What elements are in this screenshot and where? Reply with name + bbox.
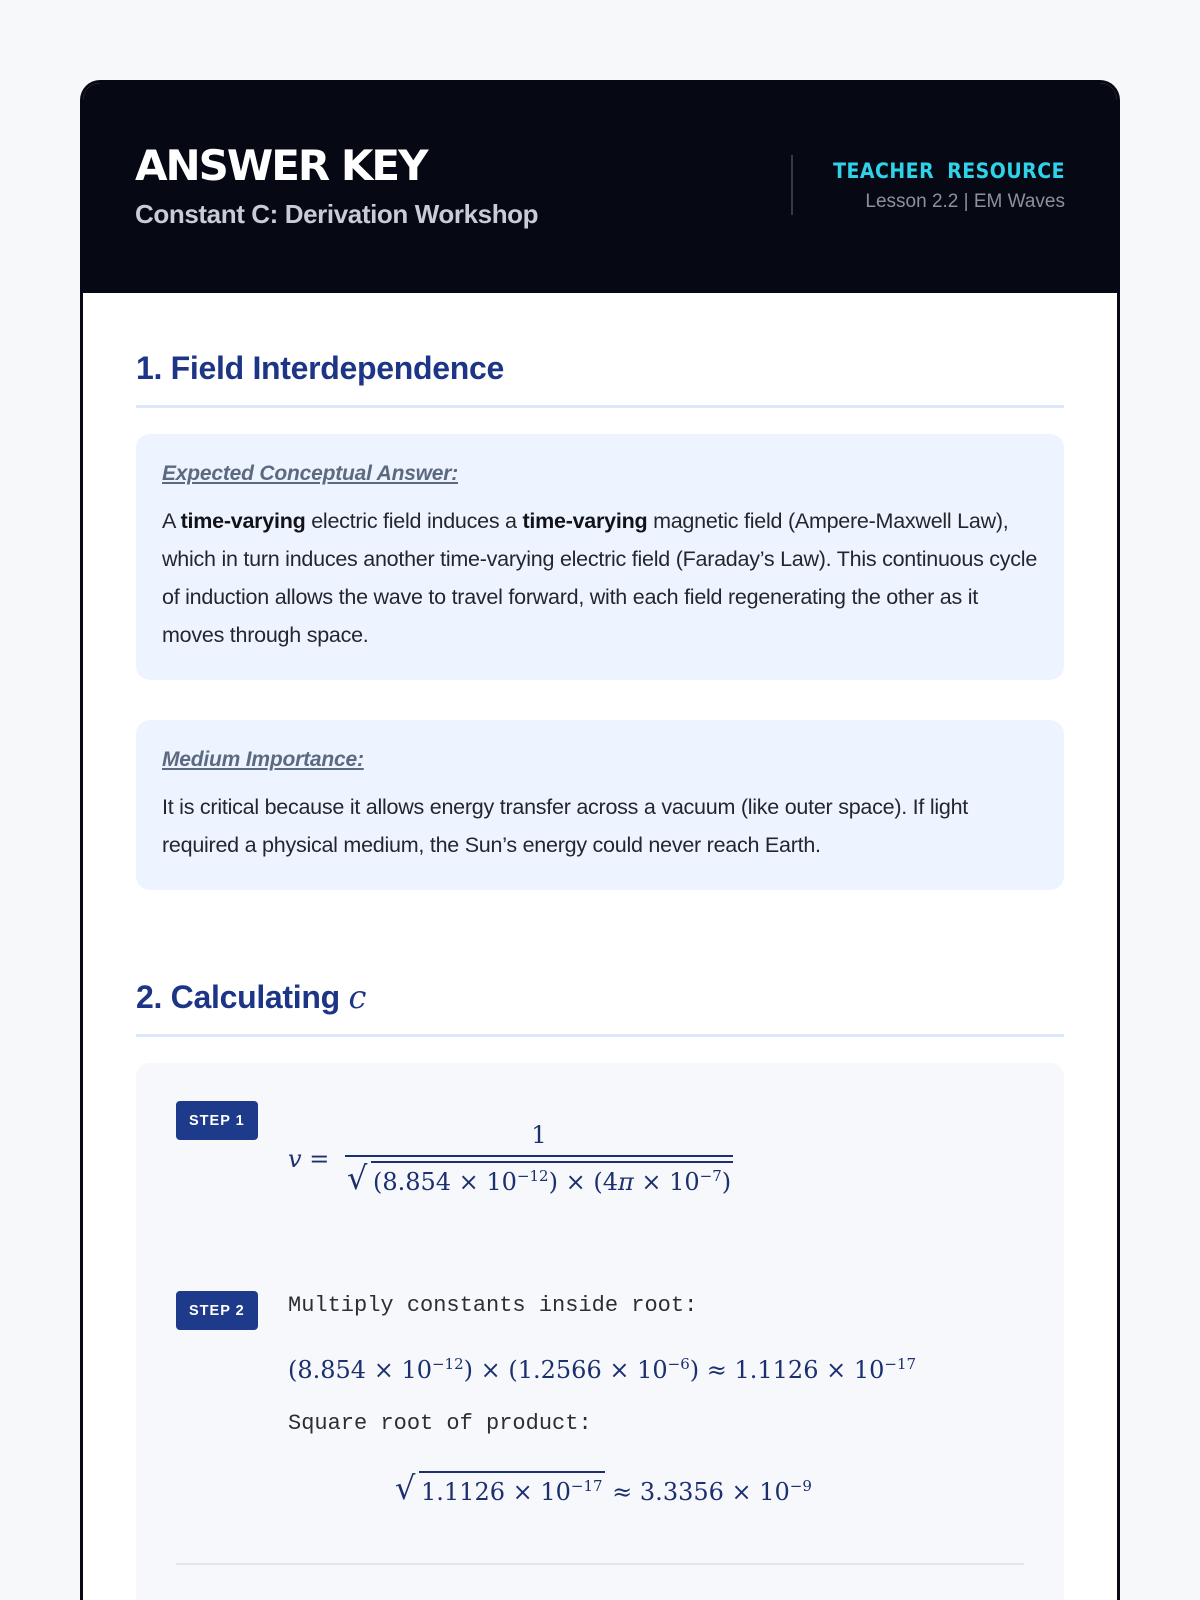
step-2-instruction-1: Multiply constants inside root:	[288, 1293, 698, 1318]
derivation-steps	[136, 1063, 1064, 1600]
lesson-label: Lesson 2.2 | EM Waves	[865, 191, 1065, 212]
section-2	[136, 922, 1064, 1600]
header	[83, 83, 1117, 293]
page-title: ANSWER KEY	[135, 141, 427, 190]
section-2-title	[136, 922, 1064, 1037]
expected-answer-box	[136, 434, 1064, 680]
section-1-title: 1. Field Interdependence	[136, 293, 1064, 408]
expected-answer-text	[162, 502, 1038, 654]
medium-importance-text: It is critical because it allows energy transfer across a vacuum (like outer space). If light required a physical medium, the Sun’s energy could never reach Earth.	[162, 795, 969, 857]
expected-answer-label: Expected Conceptual Answer:	[162, 462, 459, 485]
step-1-badge: STEP 1	[176, 1101, 258, 1140]
step-2-instruction-2: Square root of product:	[288, 1411, 592, 1436]
step-1-equation: v = 1 √ $(8.854 \times 10^{-12}) \times (4\pi \times 10^{-7})$	[288, 1121, 732, 1197]
page-subtitle: Constant C: Derivation Workshop	[135, 199, 539, 229]
step-2-badge: STEP 2	[176, 1291, 258, 1330]
step-2	[176, 1291, 1024, 1519]
answer-key-card	[80, 80, 1120, 1600]
answer-bold-term: time-varying	[180, 509, 306, 533]
medium-importance-label: Medium Importance:	[162, 748, 364, 771]
answer-bold-term: time-varying	[522, 509, 648, 533]
section-2-title-symbol: c	[348, 978, 367, 1016]
resource-tag: TEACHER RESOURCE	[833, 159, 1065, 183]
header-divider	[791, 155, 793, 215]
answer-text-part: magnetic field (Ampere-Maxwell Law), which in turn induces another time-varying electric field (Faraday’s Law). This continuous cycle of induction allows the wave to travel forward, with each field regenerating the other as it moves through space.	[162, 509, 1038, 647]
step-2-root-equation: √ $1.1126 \times 10^{-17} \approx 3.3356 \times 10^{-9}$	[395, 1469, 812, 1507]
medium-importance-box	[136, 720, 1064, 890]
steps-divider	[176, 1563, 1024, 1565]
answer-text-part: A	[162, 509, 181, 533]
content	[83, 293, 1117, 1600]
answer-text-part: electric field induces a	[305, 509, 523, 533]
section-2-title-text: 2. Calculating	[136, 979, 349, 1015]
step-1	[176, 1101, 1024, 1261]
step-2-product-equation: $(8.854 \times 10^{-12}) \times (1.2566 \times 10^{-6}) \approx 1.1126 \times 10^{-17}$	[288, 1355, 917, 1384]
